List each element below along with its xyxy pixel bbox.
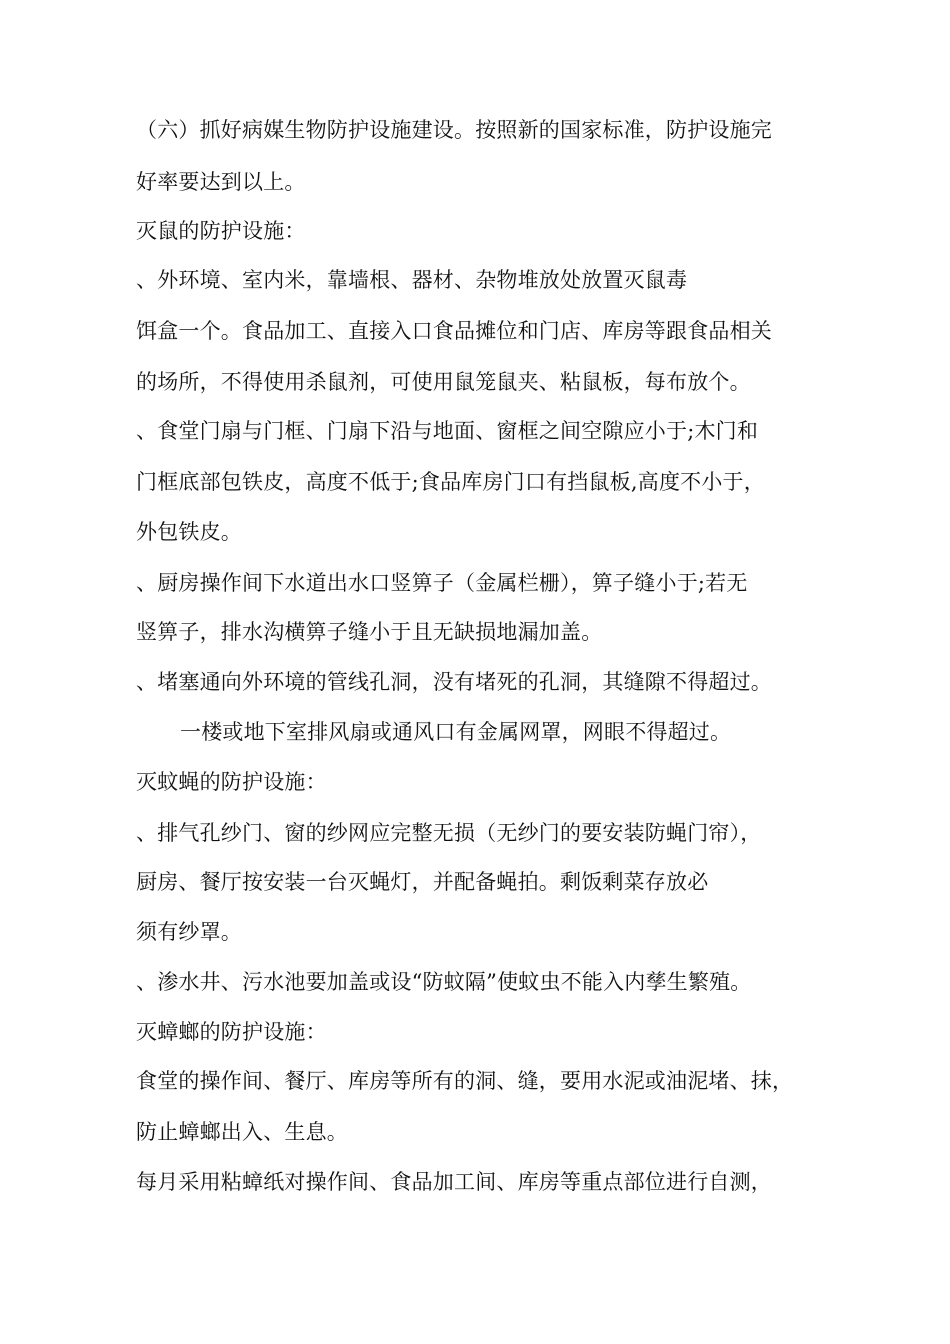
- paragraph-line: 、食堂门扇与门框、门扇下沿与地面、窗框之间空隙应小于;木门和: [136, 419, 759, 443]
- paragraph-line: 、厨房操作间下水道出水口竖箅子（金属栏栅），箅子缝小于;若无: [136, 571, 748, 595]
- paragraph-line: 一楼或地下室排风扇或通风口有金属网罩，网眼不得超过。: [180, 720, 732, 744]
- paragraph-line: 、排气孔纱门、窗的纱网应完整无损（无纱门的要安装防蝇门帘），: [136, 821, 762, 845]
- paragraph-line: 须有纱罩。: [136, 920, 242, 944]
- paragraph-line: 的场所，不得使用杀鼠剂，可使用鼠笼鼠夹、粘鼠板，每布放个。: [136, 370, 751, 394]
- paragraph-line: 门框底部包铁皮，高度不低于;食品库房门口有挡鼠板,高度不小于，: [136, 470, 765, 494]
- paragraph-line: 外包铁皮。: [136, 520, 242, 544]
- paragraph-line: 食堂的操作间、餐厅、库房等所有的洞、缝，要用水泥或油泥堵、抹，: [136, 1069, 794, 1093]
- section-heading-rodent: 灭鼠的防护设施：: [136, 219, 306, 243]
- paragraph-line: 饵盒一个。食品加工、直接入口食品摊位和门店、库房等跟食品相关: [136, 319, 772, 343]
- paragraph-line: 竖箅子，排水沟横箅子缝小于且无缺损地漏加盖。: [136, 620, 603, 644]
- section-heading-mosquito-fly: 灭蚊蝇的防护设施：: [136, 770, 327, 794]
- paragraph-line: 、渗水井、污水池要加盖或设“防蚊隔”使蚊虫不能入内孳生繁殖。: [136, 970, 752, 994]
- paragraph-line: 、堵塞通向外环境的管线孔洞，没有堵死的孔洞，其缝隙不得超过。: [136, 670, 772, 694]
- paragraph-line: 、外环境、室内米，靠墙根、器材、杂物堆放处放置灭鼠毒: [136, 268, 688, 292]
- paragraph-line: 好率要达到以上。: [136, 170, 306, 194]
- paragraph-line: 每月采用粘蟑纸对操作间、食品加工间、库房等重点部位进行自测，: [136, 1170, 772, 1194]
- paragraph-line: 厨房、餐厅按安装一台灭蝇灯，并配备蝇拍。剩饭剩菜存放必: [136, 870, 709, 894]
- paragraph-line: （六）抓好病媒生物防护设施建设。按照新的国家标准，防护设施完: [136, 118, 772, 142]
- paragraph-line: 防止蟑螂出入、生息。: [136, 1120, 348, 1144]
- section-heading-cockroach: 灭蟑螂的防护设施：: [136, 1020, 327, 1044]
